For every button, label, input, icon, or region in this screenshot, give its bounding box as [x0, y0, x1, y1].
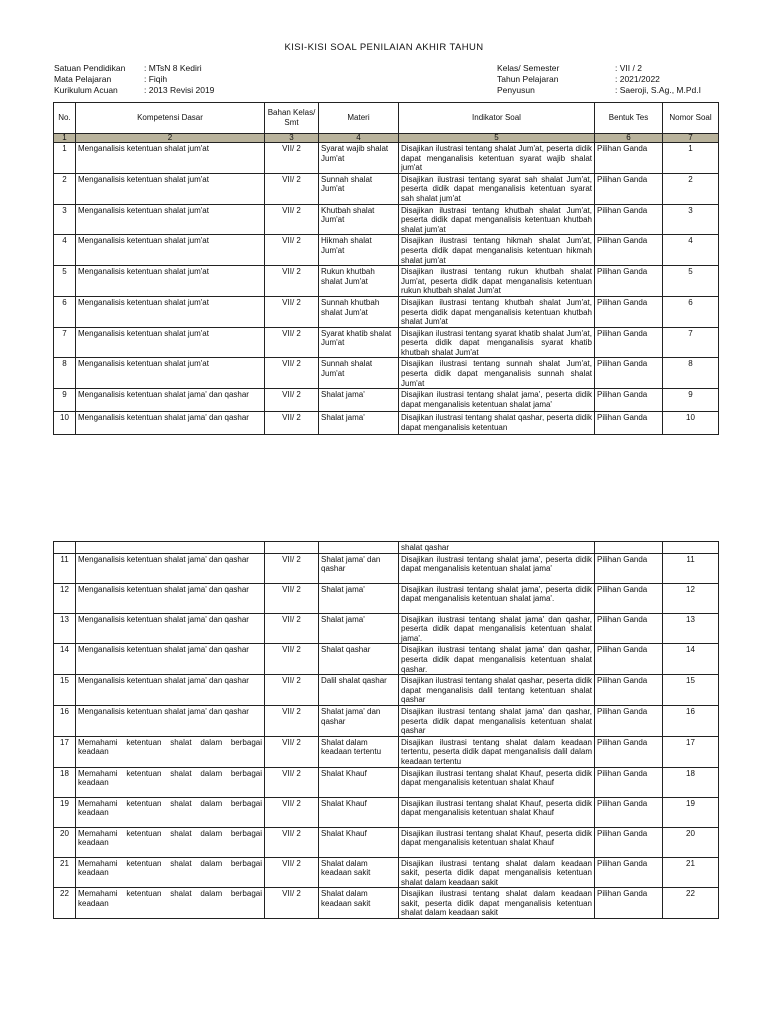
kompetensi-dasar-cell: Memahami ketentuan shalat dalam berbagai keadaan: [76, 888, 265, 919]
materi-cell: Shalat jama' dan qashar: [319, 553, 399, 583]
bentuk-tes-cell: Pilihan Ganda: [595, 327, 663, 358]
indikator-cell: shalat qashar: [399, 542, 595, 554]
kompetensi-dasar-cell: Menganalisis ketentuan shalat jama' dan qashar: [76, 412, 265, 435]
meta-value: : VII / 2: [615, 63, 642, 73]
materi-cell: Rukun khutbah shalat Jum'at: [319, 266, 399, 297]
table-row: [54, 736, 719, 767]
materi-cell: Hikmah shalat Jum'at: [319, 235, 399, 266]
kelas-cell: VII/ 2: [265, 143, 319, 174]
kelas-cell: VII/ 2: [265, 705, 319, 736]
bentuk-tes-cell: Pilihan Ganda: [595, 857, 663, 888]
no-cell: 21: [54, 857, 76, 888]
kelas-cell: VII/ 2: [265, 644, 319, 675]
table-header-row: [54, 103, 719, 134]
kompetensi-dasar-cell: Menganalisis ketentuan shalat jama' dan qashar: [76, 675, 265, 706]
nomor-soal-cell: 15: [663, 675, 719, 706]
nomor-soal-cell: 8: [663, 358, 719, 389]
no-cell: 1: [54, 143, 76, 174]
no-cell: 14: [54, 644, 76, 675]
materi-cell: Shalat jama': [319, 613, 399, 644]
meta-row: [497, 63, 701, 74]
kelas-cell: VII/ 2: [265, 553, 319, 583]
no-cell: 12: [54, 583, 76, 613]
kompetensi-dasar-cell: Memahami ketentuan shalat dalam berbagai keadaan: [76, 797, 265, 827]
no-cell: 4: [54, 235, 76, 266]
kompetensi-dasar-cell: Menganalisis ketentuan shalat jum'at: [76, 266, 265, 297]
meta-value: : Saeroji, S.Ag., M.Pd.I: [615, 85, 701, 95]
no-cell: 16: [54, 705, 76, 736]
header-materi: Materi: [319, 103, 399, 134]
nomor-soal-cell: 20: [663, 827, 719, 857]
meta-info-left: [54, 63, 214, 96]
meta-value: : MTsN 8 Kediri: [144, 63, 202, 73]
bentuk-tes-cell: Pilihan Ganda: [595, 888, 663, 919]
materi-cell: Sunnah shalat Jum'at: [319, 358, 399, 389]
no-cell: 3: [54, 204, 76, 235]
header-indikator-soal: Indikator Soal: [399, 103, 595, 134]
materi-cell: Syarat wajib shalat Jum'at: [319, 143, 399, 174]
kelas-cell: VII/ 2: [265, 827, 319, 857]
indikator-cell: Disajikan ilustrasi tentang shalat Khauf, peserta didik dapat menganalisis ketentuan shalat Khauf: [399, 797, 595, 827]
kelas-cell: VII/ 2: [265, 173, 319, 204]
bentuk-tes-cell: Pilihan Ganda: [595, 266, 663, 297]
column-number: 7: [663, 134, 719, 143]
meta-row: [497, 74, 701, 85]
no-cell: 15: [54, 675, 76, 706]
kelas-cell: VII/ 2: [265, 797, 319, 827]
bentuk-tes-cell: Pilihan Ganda: [595, 767, 663, 797]
kompetensi-dasar-cell: Menganalisis ketentuan shalat jum'at: [76, 204, 265, 235]
bentuk-tes-cell: Pilihan Ganda: [595, 173, 663, 204]
materi-cell: Sunnah shalat Jum'at: [319, 173, 399, 204]
nomor-soal-cell: 3: [663, 204, 719, 235]
indikator-cell: Disajikan ilustrasi tentang shalat Khauf, peserta didik dapat menganalisis ketentuan shalat Khauf: [399, 767, 595, 797]
table-row: [54, 644, 719, 675]
indikator-cell: Disajikan ilustrasi tentang syarat khatib shalat Jum'at, peserta didik dapat menganalisis syarat khatib khutbah shalat Jum'at: [399, 327, 595, 358]
table-row: [54, 675, 719, 706]
nomor-soal-cell: 17: [663, 736, 719, 767]
indikator-cell: Disajikan ilustrasi tentang shalat jama', peserta didik dapat menganalisis ketentuan shalat jama'.: [399, 583, 595, 613]
table-row: [54, 358, 719, 389]
meta-label: Kelas/ Semester: [497, 63, 560, 73]
nomor-soal-cell: 21: [663, 857, 719, 888]
indikator-cell: Disajikan ilustrasi tentang shalat jama', peserta didik dapat menganalisis ketentuan shalat jama': [399, 553, 595, 583]
header-nomor-soal: Nomor Soal: [663, 103, 719, 134]
indikator-cell: Disajikan ilustrasi tentang shalat qashar, peserta didik dapat menganalisis ketentuan: [399, 412, 595, 435]
nomor-soal-cell: 6: [663, 296, 719, 327]
nomor-soal-cell: 13: [663, 613, 719, 644]
table-row: [54, 797, 719, 827]
table-row: [54, 235, 719, 266]
kelas-cell: VII/ 2: [265, 888, 319, 919]
materi-cell: Shalat dalam keadaan sakit: [319, 888, 399, 919]
table-row: [54, 143, 719, 174]
column-number: 6: [595, 134, 663, 143]
kompetensi-dasar-cell: Menganalisis ketentuan shalat jum'at: [76, 143, 265, 174]
nomor-soal-cell: 9: [663, 389, 719, 412]
kompetensi-dasar-cell: Menganalisis ketentuan shalat jama' dan qashar: [76, 644, 265, 675]
meta-info-right: [497, 63, 701, 96]
bentuk-tes-cell: Pilihan Ganda: [595, 644, 663, 675]
meta-row: [497, 85, 701, 96]
header-no: No.: [54, 103, 76, 134]
kelas-cell: VII/ 2: [265, 675, 319, 706]
kompetensi-dasar-cell: Menganalisis ketentuan shalat jama' dan qashar: [76, 583, 265, 613]
nomor-soal-cell: 11: [663, 553, 719, 583]
nomor-soal-cell: 12: [663, 583, 719, 613]
bentuk-tes-cell: Pilihan Ganda: [595, 675, 663, 706]
materi-cell: Shalat Khauf: [319, 767, 399, 797]
meta-label: Kurikulum Acuan: [54, 85, 118, 95]
document-title: KISI-KISI SOAL PENILAIAN AKHIR TAHUN: [284, 42, 484, 53]
table-row: [54, 204, 719, 235]
kelas-cell: VII/ 2: [265, 389, 319, 412]
indikator-cell: Disajikan ilustrasi tentang shalat Khauf, peserta didik dapat menganalisis ketentuan shalat Khauf: [399, 827, 595, 857]
no-cell: 5: [54, 266, 76, 297]
meta-label: Mata Pelajaran: [54, 74, 112, 84]
indikator-cell: Disajikan ilustrasi tentang shalat jama' dan qashar, peserta didik dapat menganalisis ketentuan shalat qashar: [399, 705, 595, 736]
continuation-row: [54, 542, 719, 554]
table-row: [54, 412, 719, 435]
nomor-soal-cell: 4: [663, 235, 719, 266]
nomor-soal-cell: 19: [663, 797, 719, 827]
meta-value: : 2013 Revisi 2019: [144, 85, 215, 95]
kompetensi-dasar-cell: Menganalisis ketentuan shalat jum'at: [76, 327, 265, 358]
table-cell: [76, 542, 265, 554]
kelas-cell: VII/ 2: [265, 235, 319, 266]
kompetensi-dasar-cell: Menganalisis ketentuan shalat jum'at: [76, 173, 265, 204]
bentuk-tes-cell: Pilihan Ganda: [595, 553, 663, 583]
table-row: [54, 327, 719, 358]
indikator-cell: Disajikan ilustrasi tentang khutbah shalat Jum'at, peserta didik dapat menganalisis ketentuan khutbah shalat Jum'at: [399, 296, 595, 327]
bentuk-tes-cell: Pilihan Ganda: [595, 736, 663, 767]
indikator-cell: Disajikan ilustrasi tentang hikmah shalat Jum'at, peserta didik dapat menganalisis ketentuan hikmah shalat jum'at: [399, 235, 595, 266]
nomor-soal-cell: 10: [663, 412, 719, 435]
materi-cell: Shalat jama': [319, 583, 399, 613]
kompetensi-dasar-cell: Menganalisis ketentuan shalat jum'at: [76, 358, 265, 389]
meta-label: Tahun Pelajaran: [497, 74, 559, 84]
kelas-cell: VII/ 2: [265, 327, 319, 358]
materi-cell: Shalat jama': [319, 412, 399, 435]
bentuk-tes-cell: Pilihan Ganda: [595, 797, 663, 827]
table-row: [54, 296, 719, 327]
no-cell: 11: [54, 553, 76, 583]
kompetensi-dasar-cell: Memahami ketentuan shalat dalam berbagai keadaan: [76, 857, 265, 888]
kompetensi-dasar-cell: Menganalisis ketentuan shalat jama' dan qashar: [76, 553, 265, 583]
nomor-soal-cell: 14: [663, 644, 719, 675]
no-cell: 8: [54, 358, 76, 389]
no-cell: 2: [54, 173, 76, 204]
nomor-soal-cell: 7: [663, 327, 719, 358]
table-row: [54, 389, 719, 412]
meta-row: [54, 63, 214, 74]
column-number-row: [54, 134, 719, 143]
column-number: 3: [265, 134, 319, 143]
meta-label: Satuan Pendidikan: [54, 63, 126, 73]
kelas-cell: VII/ 2: [265, 266, 319, 297]
nomor-soal-cell: 2: [663, 173, 719, 204]
materi-cell: Shalat dalam keadaan tertentu: [319, 736, 399, 767]
table-cell: [319, 542, 399, 554]
table-row: [54, 173, 719, 204]
bentuk-tes-cell: Pilihan Ganda: [595, 613, 663, 644]
nomor-soal-cell: 5: [663, 266, 719, 297]
materi-cell: Shalat dalam keadaan sakit: [319, 857, 399, 888]
table-row: [54, 266, 719, 297]
kisi-kisi-table-page-2: [53, 541, 719, 919]
indikator-cell: Disajikan ilustrasi tentang syarat sah shalat Jum'at, peserta didik dapat menganalisis ketentuan syarat sah shalat jum'at: [399, 173, 595, 204]
nomor-soal-cell: 22: [663, 888, 719, 919]
kelas-cell: VII/ 2: [265, 204, 319, 235]
header-bahan-kelas: Bahan Kelas/ Smt: [265, 103, 319, 134]
bentuk-tes-cell: Pilihan Ganda: [595, 204, 663, 235]
bentuk-tes-cell: Pilihan Ganda: [595, 235, 663, 266]
column-number: 4: [319, 134, 399, 143]
materi-cell: Sunnah khutbah shalat Jum'at: [319, 296, 399, 327]
table-cell: [265, 542, 319, 554]
meta-value: : 2021/2022: [615, 74, 660, 84]
no-cell: 20: [54, 827, 76, 857]
indikator-cell: Disajikan ilustrasi tentang shalat dalam keadaan tertentu, peserta didik dapat menganalisis dalil dalam keadaan tertentu: [399, 736, 595, 767]
no-cell: 17: [54, 736, 76, 767]
materi-cell: Dalil shalat qashar: [319, 675, 399, 706]
bentuk-tes-cell: Pilihan Ganda: [595, 827, 663, 857]
kompetensi-dasar-cell: Menganalisis ketentuan shalat jama' dan qashar: [76, 705, 265, 736]
no-cell: 22: [54, 888, 76, 919]
header-kompetensi-dasar: Kompetensi Dasar: [76, 103, 265, 134]
indikator-cell: Disajikan ilustrasi tentang shalat dalam keadaan sakit, peserta didik dapat menganalisis ketentuan shalat dalam keadaan sakit: [399, 857, 595, 888]
table-row: [54, 553, 719, 583]
table-row: [54, 613, 719, 644]
nomor-soal-cell: 18: [663, 767, 719, 797]
materi-cell: Shalat jama' dan qashar: [319, 705, 399, 736]
table-row: [54, 705, 719, 736]
no-cell: 13: [54, 613, 76, 644]
kelas-cell: VII/ 2: [265, 736, 319, 767]
indikator-cell: Disajikan ilustrasi tentang shalat dalam keadaan sakit, peserta didik dapat menganalisis ketentuan shalat dalam keadaan sakit: [399, 888, 595, 919]
column-number: 5: [399, 134, 595, 143]
meta-row: [54, 74, 214, 85]
kisi-kisi-table-page-1: [53, 102, 719, 435]
materi-cell: Khutbah shalat Jum'at: [319, 204, 399, 235]
indikator-cell: Disajikan ilustrasi tentang shalat jama' dan qashar, peserta didik dapat menganalisis ketentuan shalat qashar.: [399, 644, 595, 675]
no-cell: 7: [54, 327, 76, 358]
indikator-cell: Disajikan ilustrasi tentang shalat Jum'at, peserta didik dapat menganalisis ketentuan syarat wajib shalat jum'at: [399, 143, 595, 174]
kompetensi-dasar-cell: Menganalisis ketentuan shalat jama' dan qashar: [76, 613, 265, 644]
table-row: [54, 888, 719, 919]
bentuk-tes-cell: Pilihan Ganda: [595, 389, 663, 412]
kelas-cell: VII/ 2: [265, 583, 319, 613]
table-row: [54, 583, 719, 613]
no-cell: 9: [54, 389, 76, 412]
bentuk-tes-cell: Pilihan Ganda: [595, 143, 663, 174]
bentuk-tes-cell: Pilihan Ganda: [595, 296, 663, 327]
indikator-cell: Disajikan ilustrasi tentang shalat jama', peserta didik dapat menganalisis ketentuan shalat jama': [399, 389, 595, 412]
table-row: [54, 827, 719, 857]
nomor-soal-cell: 16: [663, 705, 719, 736]
meta-row: [54, 85, 214, 96]
nomor-soal-cell: 1: [663, 143, 719, 174]
indikator-cell: Disajikan ilustrasi tentang shalat qashar, peserta didik dapat menganalisis dalil tentang ketentuan shalat qashar: [399, 675, 595, 706]
kompetensi-dasar-cell: Menganalisis ketentuan shalat jum'at: [76, 235, 265, 266]
kompetensi-dasar-cell: Memahami ketentuan shalat dalam berbagai keadaan: [76, 827, 265, 857]
bentuk-tes-cell: Pilihan Ganda: [595, 358, 663, 389]
kompetensi-dasar-cell: Memahami ketentuan shalat dalam berbagai keadaan: [76, 767, 265, 797]
meta-label: Penyusun: [497, 85, 535, 95]
bentuk-tes-cell: Pilihan Ganda: [595, 705, 663, 736]
meta-value: : Fiqih: [144, 74, 168, 84]
table-cell: [54, 542, 76, 554]
indikator-cell: Disajikan ilustrasi tentang shalat jama' dan qashar, peserta didik dapat menganalisis ketentuan shalat jama'.: [399, 613, 595, 644]
bentuk-tes-cell: Pilihan Ganda: [595, 412, 663, 435]
kelas-cell: VII/ 2: [265, 296, 319, 327]
table-cell: [595, 542, 663, 554]
kelas-cell: VII/ 2: [265, 412, 319, 435]
materi-cell: Shalat jama': [319, 389, 399, 412]
table-cell: [663, 542, 719, 554]
materi-cell: Syarat khatib shalat Jum'at: [319, 327, 399, 358]
bentuk-tes-cell: Pilihan Ganda: [595, 583, 663, 613]
column-number: 1: [54, 134, 76, 143]
column-number: 2: [76, 134, 265, 143]
materi-cell: Shalat Khauf: [319, 827, 399, 857]
no-cell: 19: [54, 797, 76, 827]
kelas-cell: VII/ 2: [265, 358, 319, 389]
kelas-cell: VII/ 2: [265, 613, 319, 644]
no-cell: 6: [54, 296, 76, 327]
kelas-cell: VII/ 2: [265, 857, 319, 888]
table-row: [54, 767, 719, 797]
kompetensi-dasar-cell: Menganalisis ketentuan shalat jama' dan qashar: [76, 389, 265, 412]
kompetensi-dasar-cell: Memahami ketentuan shalat dalam berbagai keadaan: [76, 736, 265, 767]
kompetensi-dasar-cell: Menganalisis ketentuan shalat jum'at: [76, 296, 265, 327]
materi-cell: Shalat Khauf: [319, 797, 399, 827]
header-bentuk-tes: Bentuk Tes: [595, 103, 663, 134]
indikator-cell: Disajikan ilustrasi tentang sunnah shalat Jum'at, peserta didik dapat menganalisis sunnah shalat Jum'at: [399, 358, 595, 389]
no-cell: 18: [54, 767, 76, 797]
materi-cell: Shalat qashar: [319, 644, 399, 675]
table-row: [54, 857, 719, 888]
indikator-cell: Disajikan ilustrasi tentang khutbah shalat Jum'at, peserta didik dapat menganalisis ketentuan khutbah shalat jum'at: [399, 204, 595, 235]
indikator-cell: Disajikan ilustrasi tentang rukun khutbah shalat Jum'at, peserta didik dapat menganalisis ketentuan rukun khutbah shalat Jum'at: [399, 266, 595, 297]
no-cell: 10: [54, 412, 76, 435]
kelas-cell: VII/ 2: [265, 767, 319, 797]
